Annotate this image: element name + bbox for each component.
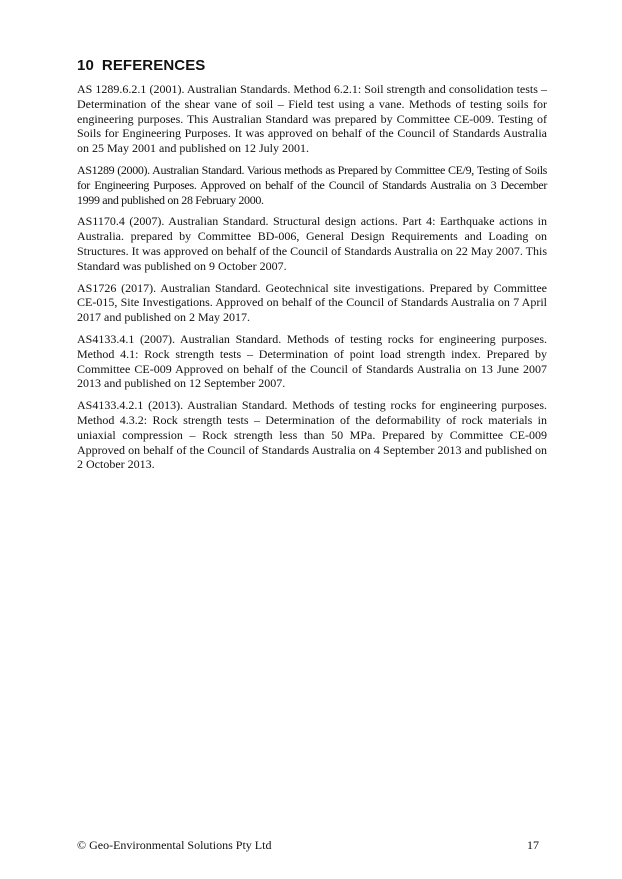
reference-entry-as1289: AS1289 (2000). Australian Standard. Various methods as Prepared by Committee CE/9, Testing of Soils for Engineering Purposes. Approved on behalf of the Council of Standards Australia on 3 December 1999 and published on 28 February 2000. [77, 162, 547, 207]
reference-entry-as1289-6-2-1: AS 1289.6.2.1 (2001). Australian Standards. Method 6.2.1: Soil strength and consolidation tests – Determination of the shear vane of soil – Field test using a vane. Methods of testing soils for engineering purposes. This Australian Standard was prepared by Committee CE-009. Testing of Soils for Engineering Purposes. It was approved on behalf of the Council of Standards Australia on 25 May 2001 and published on 12 July 2001. [77, 82, 547, 156]
footer-page-number: 17 [527, 838, 539, 852]
section-number: 10 [77, 57, 94, 74]
section-title: REFERENCES [101, 57, 206, 74]
section-heading [77, 57, 205, 74]
reference-entry-as1726: AS1726 (2017). Australian Standard. Geotechnical site investigations. Prepared by Committee CE-015, Site Investigations. Approved on behalf of the Council of Standards Australia on 7 April 2017 and published on 2 May 2017. [77, 280, 547, 325]
reference-entry-as1170-4: AS1170.4 (2007). Australian Standard. Structural design actions. Part 4: Earthquake actions in Australia. prepared by Committee BD-006, General Design Requirements and Loading on Structures. It was approved on behalf of the Council of Standards Australia on 22 May 2007. This Standard was published on 9 October 2007. [77, 214, 547, 273]
reference-list [77, 82, 547, 479]
reference-entry-as4133-4-1: AS4133.4.1 (2007). Australian Standard. Methods of testing rocks for engineering purposes. Method 4.1: Rock strength tests – Determination of point load strength index. Prepared by Committee CE-009 Approved on behalf of the Council of Standards Australia on 13 June 2007 2013 and published on 12 September 2007. [77, 331, 547, 391]
footer-copyright: © Geo-Environmental Solutions Pty Ltd [77, 838, 272, 852]
reference-entry-as4133-4-2-1: AS4133.4.2.1 (2013). Australian Standard. Methods of testing rocks for engineering purposes. Method 4.3.2: Rock strength tests – Determination of the deformability of rock materials in uniaxial compression – Rock strength less than 50 MPa. Prepared by Committee CE-009 Approved on behalf of the Council of Standards Australia on 4 September 2013 and published on 2 October 2013. [77, 398, 547, 472]
